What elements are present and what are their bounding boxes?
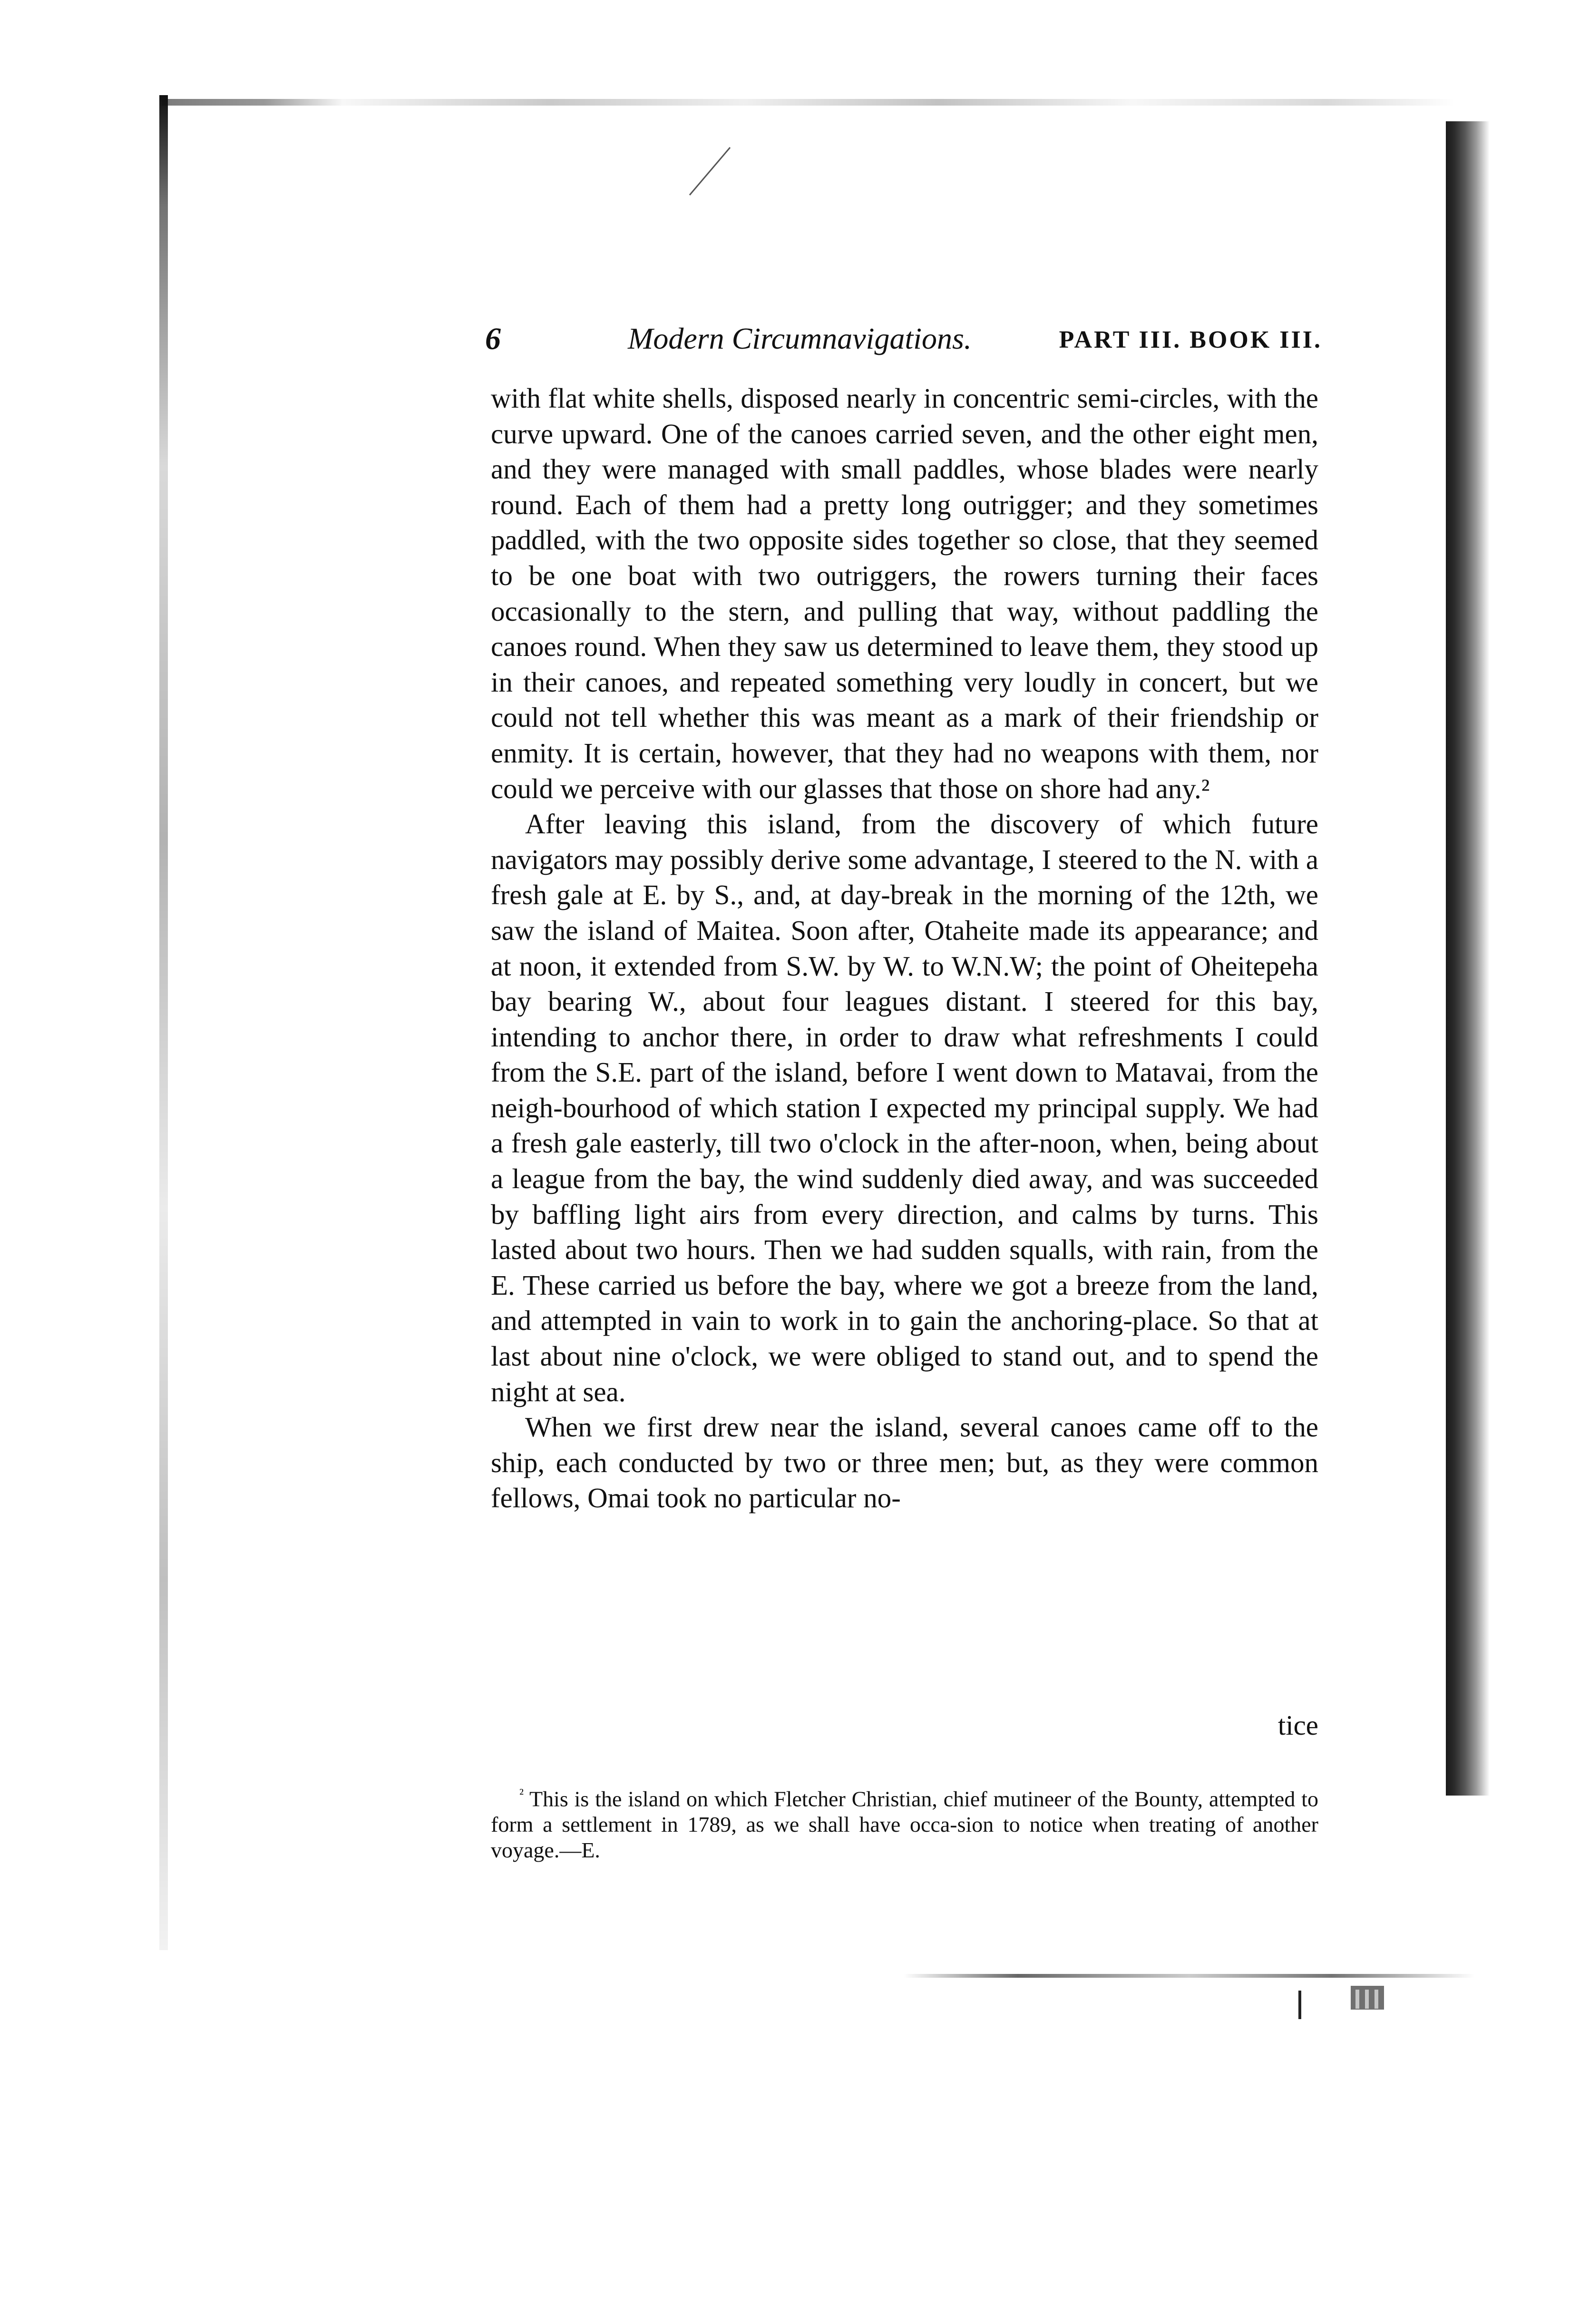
scan-right-edge <box>1446 121 1490 1796</box>
paragraph-2: After leaving this island, from the discovery of which future navigators may possibly derive some advantage, I steered to the N. with a fresh gale at E. by S., and, at day-break in the morning of the 12th, we saw the island of Maitea. Soon after, Otaheite made its appearance; and at noon, it extended from S.W. by W. to W.N.W; the point of Oheitepeha bay bearing W., about four leagues distant. I steered for this bay, intending to anchor there, in order to draw what refreshments I could from the S.E. part of the island, before I went down to Matavai, from the neigh-bourhood of which station I expected my principal supply. We had a fresh gale easterly, till two o'clock in the after-noon, when, being about a league from the bay, the wind suddenly died away, and was succeeded by baffling light airs from every direction, and calms by turns. This lasted about two hours. Then we had sudden squalls, with rain, from the E. These carried us before the bay, where we got a breeze from the land, and attempted in vain to work in to gain the anchoring-place. So that at last about nine o'clock, we were obliged to stand out, and to spend the night at sea. <box>491 808 1319 1407</box>
page-number: 6 <box>485 322 501 356</box>
scan-top-edge <box>162 99 1455 106</box>
body-text <box>491 381 1318 1516</box>
ink-smudge-mark <box>1294 1981 1398 2024</box>
pencil-slash-mark <box>680 143 737 200</box>
paragraph-1: with flat white shells, disposed nearly in concentric semi-circles, with the curve upward. One of the canoes carried seven, and the other eight men, and they were managed with small paddles, whose blades were nearly round. Each of them had a pretty long outrigger; and they sometimes paddled, with the two opposite sides together so close, that they seemed to be one boat with two outriggers, the rowers turning their faces occasionally to the stern, and pulling that way, without paddling the canoes round. When they saw us determined to leave them, they stood up in their canoes, and repeated something very loudly in concert, but we could not tell whether this was meant as a mark of their friendship or enmity. It is certain, however, that they had no weapons with them, nor could we perceive with our glasses that those on shore had any.² <box>491 382 1318 804</box>
running-header <box>485 321 1322 373</box>
running-title: Modern Circumnavigations. <box>628 322 972 355</box>
footnote-marker: ² <box>519 1786 524 1802</box>
paragraph-3: When we first drew near the island, several canoes came off to the ship, each conducted by two or three men; but, as they were common fellows, Omai took no particular no- <box>491 1411 1318 1514</box>
part-book-label: PART III. BOOK III. <box>1059 326 1322 353</box>
catchword: tice <box>1277 1709 1318 1741</box>
footnote-text: This is the island on which Fletcher Christian, chief mutineer of the Bounty, attempted to form a settlement in 1789, as we shall have occa-sion to notice when treating of another voyage.—E. <box>491 1787 1318 1863</box>
scan-bottom-edge <box>904 1974 1474 1978</box>
footnote <box>491 1781 1318 1863</box>
scan-left-edge <box>159 95 168 1950</box>
